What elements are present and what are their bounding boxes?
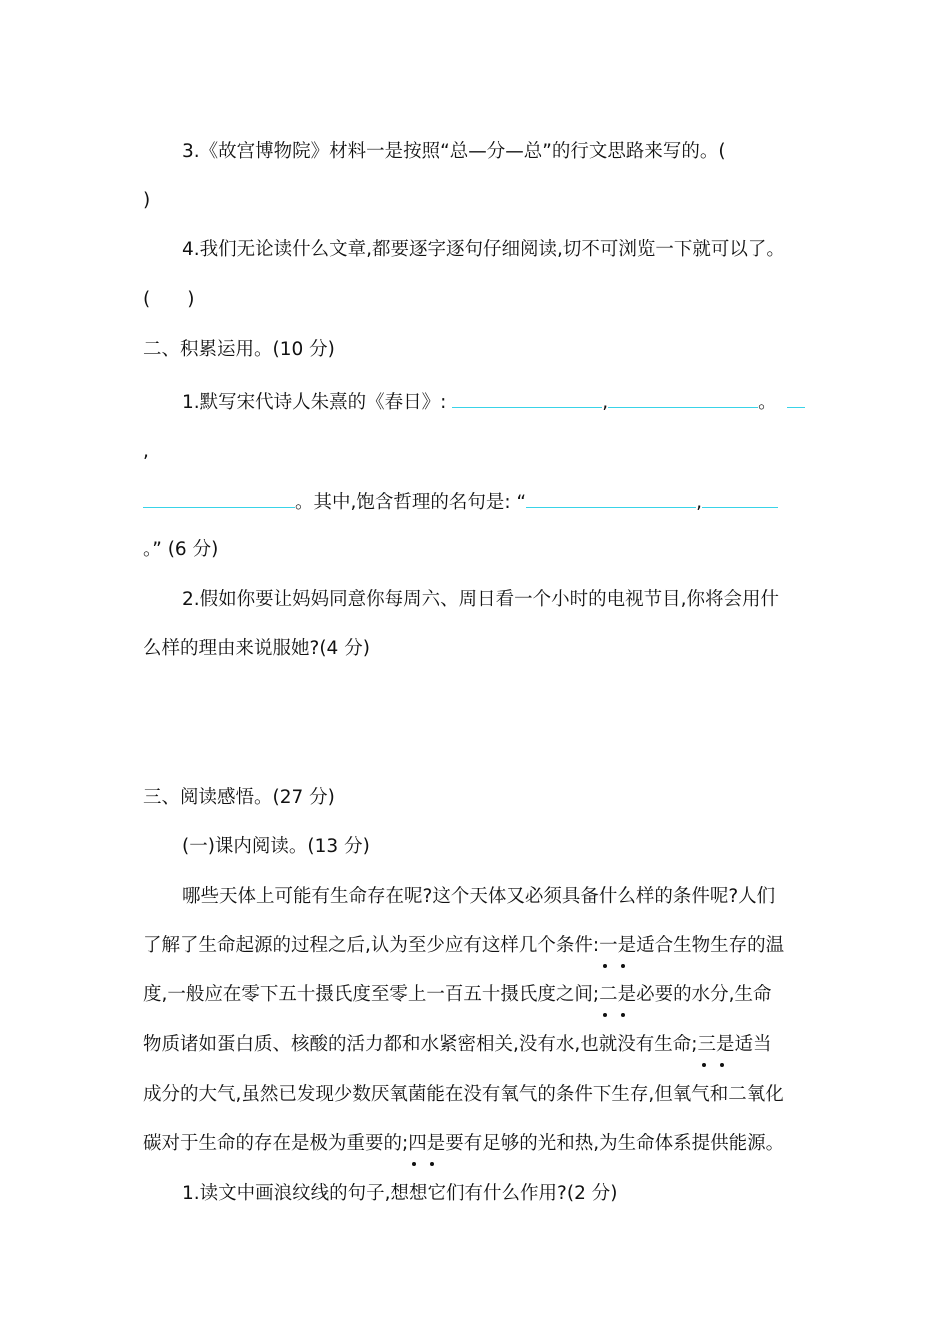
question-3-paren-close: ) xyxy=(143,190,151,211)
answer-blank-3[interactable] xyxy=(787,389,805,408)
passage-line-4 xyxy=(143,1033,772,1057)
passage-line-1: 哪些天体上可能有生命存在呢?这个天体又必须具备什么样的条件呢?人们 xyxy=(182,886,776,907)
answer-blank-1[interactable] xyxy=(452,389,602,408)
passage-text: 度,一般应在零下五十摄氏度至零上一百五十摄氏度之间; xyxy=(143,984,600,1005)
passage-text: 必要的水分,生命 xyxy=(636,984,772,1005)
emphasis-mark-3: 三是 xyxy=(698,1034,735,1055)
famous-line-prompt: 。其中,饱含哲理的名句是: “ xyxy=(295,492,527,513)
tv-question-line-1: 2.假如你要让妈妈同意你每周六、周日看一个小时的电视节目,你将会用什 xyxy=(182,589,780,610)
emphasis-mark-1: 一是 xyxy=(599,935,636,956)
section-3-sub-heading: (一)课内阅读。(13 分) xyxy=(182,836,370,857)
section-3-heading: 三、阅读感悟。(27 分) xyxy=(143,787,335,808)
passage-line-2 xyxy=(143,934,784,958)
passage-text: 了解了生命起源的过程之后,认为至少应有这样几个条件: xyxy=(143,935,600,956)
period: 。 xyxy=(758,392,777,413)
emphasis-mark-4: 四是 xyxy=(408,1133,445,1154)
tv-question-line-2: 么样的理由来说服她?(4 分) xyxy=(143,638,370,659)
answer-blank-5[interactable] xyxy=(526,489,696,508)
passage-text: 要有足够的光和热,为生命体系提供能源。 xyxy=(445,1133,785,1154)
question-3-text: 3.《故宫博物院》材料一是按照“总—分—总”的行文思路来写的。( xyxy=(182,141,726,162)
poem-question-prefix: 1.默写宋代诗人朱熹的《春日》: xyxy=(182,392,447,413)
emphasis-mark-2: 二是 xyxy=(599,984,636,1005)
passage-text: 物质诸如蛋白质、核酸的活力都和水紧密相关,没有水,也就没有生命; xyxy=(143,1034,698,1055)
comma-2: , xyxy=(696,492,702,513)
passage-line-6 xyxy=(143,1132,784,1156)
answer-blank-4[interactable] xyxy=(143,489,295,508)
poem-question-end: 。” (6 分) xyxy=(143,539,219,560)
poem-question-comma-line: , xyxy=(143,441,149,462)
poem-question-line-1 xyxy=(182,389,805,415)
passage-text: 碳对于生命的存在是极为重要的; xyxy=(143,1133,409,1154)
comma: , xyxy=(602,392,609,413)
answer-blank-6[interactable] xyxy=(702,489,778,508)
answer-blank-2[interactable] xyxy=(608,389,758,408)
question-4-paren: ( ) xyxy=(143,289,195,310)
poem-question-line-3 xyxy=(143,489,778,515)
passage-text: 适合生物生存的温 xyxy=(636,935,785,956)
passage-text: 适当 xyxy=(734,1034,772,1055)
passage-line-3 xyxy=(143,983,772,1007)
passage-line-5: 成分的大气,虽然已发现少数厌氧菌能在没有氧气的条件下生存,但氧气和二氧化 xyxy=(143,1084,784,1105)
reading-question-1: 1.读文中画浪纹线的句子,想想它们有什么作用?(2 分) xyxy=(182,1183,618,1204)
section-2-heading: 二、积累运用。(10 分) xyxy=(143,339,335,360)
question-4-text: 4.我们无论读什么文章,都要逐字逐句仔细阅读,切不可浏览一下就可以了。 xyxy=(182,239,785,260)
